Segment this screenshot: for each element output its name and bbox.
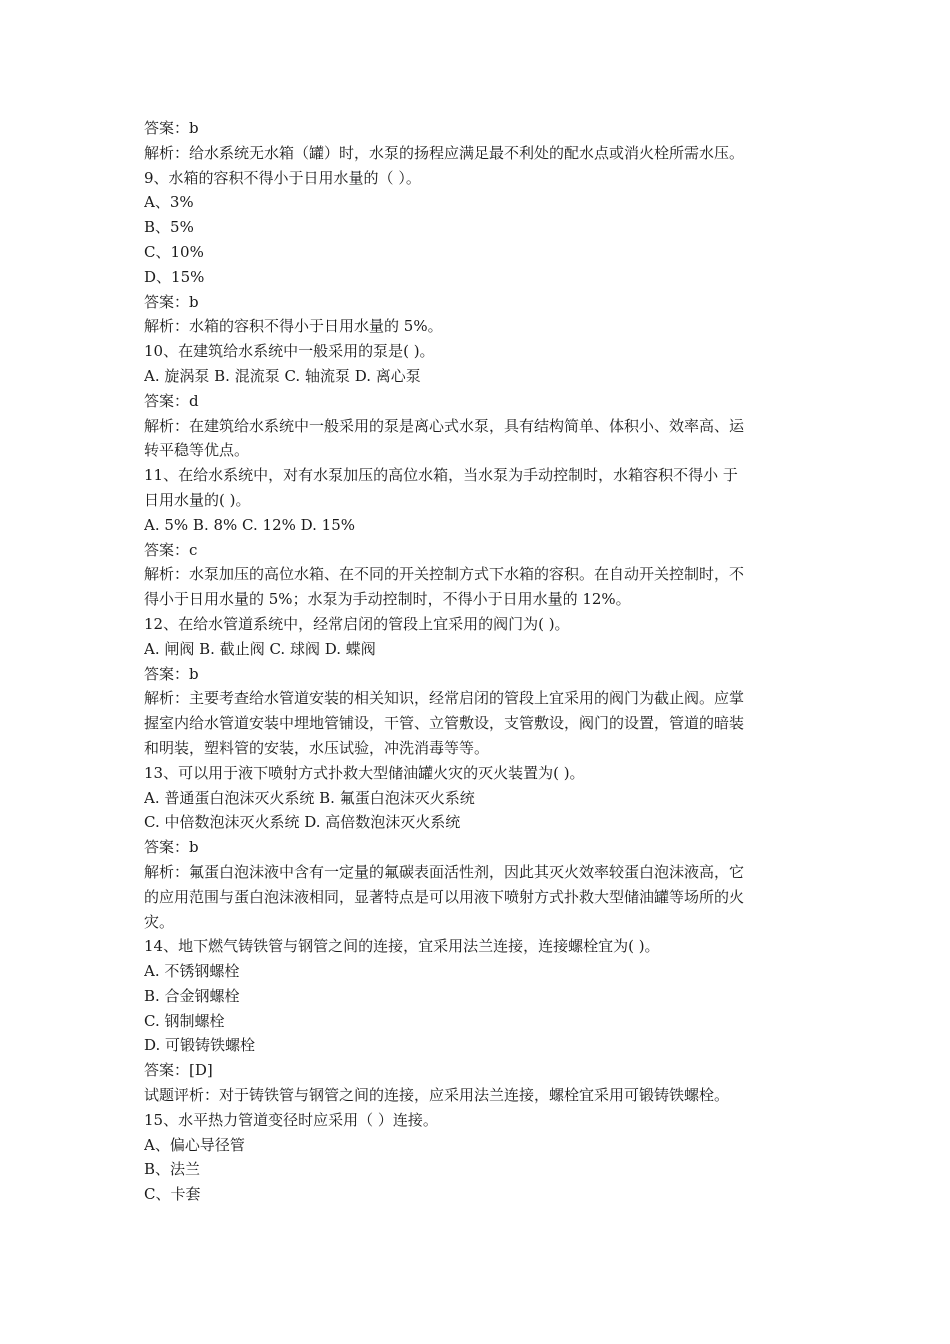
text-line: 答案：c — [144, 540, 198, 559]
text-line: 解析：水箱的容积不得小于日用水量的 5%。 — [144, 317, 443, 336]
text-line: 9、水箱的容积不得小于日用水量的（ ）。 — [144, 168, 421, 187]
text-line: A. 普通蛋白泡沫灭火系统 B. 氟蛋白泡沫灭火系统 — [144, 788, 475, 807]
text-line: B、5% — [144, 218, 194, 237]
text-line: C. 中倍数泡沫灭火系统 D. 高倍数泡沫灭火系统 — [144, 813, 461, 832]
text-line: D. 可锻铸铁螺栓 — [144, 1036, 256, 1055]
text-line: 答案：b — [144, 292, 199, 311]
text-line: 解析：水泵加压的高位水箱、在不同的开关控制方式下水箱的容积。在自动开关控制时，不 — [144, 565, 745, 584]
text-line: 解析：主要考查给水管道安装的相关知识，经常启闭的管段上宜采用的阀门为截止阀。应掌 — [144, 689, 745, 708]
text-line: A、偏心导径管 — [144, 1135, 245, 1154]
text-line: D、15% — [144, 267, 205, 286]
text-line: 答案：b — [144, 838, 199, 857]
text-line: B、法兰 — [144, 1160, 201, 1179]
text-line: 解析：在建筑给水系统中一般采用的泵是离心式水泵，具有结构简单、体积小、效率高、运 — [144, 416, 745, 435]
text-line: 答案：[D] — [144, 1061, 213, 1080]
text-line: 15、水平热力管道变径时应采用（ ）连接。 — [144, 1110, 438, 1129]
text-line: 试题评析：对于铸铁管与钢管之间的连接，应采用法兰连接，螺栓宜采用可锻铸铁螺栓。 — [144, 1086, 730, 1105]
text-line: 得小于日用水量的 5%；水泵为手动控制时，不得小于日用水量的 12%。 — [144, 590, 631, 609]
text-line: A、3% — [144, 193, 194, 212]
text-line: C、10% — [144, 242, 204, 261]
text-line: 14、地下燃气铸铁管与钢管之间的连接，宜采用法兰连接，连接螺栓宜为( )。 — [144, 937, 660, 956]
document-page — [144, 116, 812, 1207]
text-line: C、卡套 — [144, 1185, 201, 1204]
text-line: 答案：b — [144, 664, 199, 683]
text-line: A. 不锈钢螺栓 — [144, 962, 240, 981]
text-line: 转平稳等优点。 — [144, 441, 250, 460]
text-line: A. 闸阀 B. 截止阀 C. 球阀 D. 蝶阀 — [144, 639, 376, 658]
text-line: 的应用范围与蛋白泡沫液相同，显著特点是可以用液下喷射方式扑救大型储油罐等场所的火 — [144, 887, 745, 906]
text-line: 日用水量的( )。 — [144, 490, 251, 509]
text-line: A. 5% B. 8% C. 12% D. 15% — [144, 515, 356, 534]
text-line: A. 旋涡泵 B. 混流泵 C. 轴流泵 D. 离心泵 — [144, 366, 421, 385]
text-line: 13、可以用于液下喷射方式扑救大型储油罐火灾的灭火装置为( )。 — [144, 763, 585, 782]
text-line: 答案：b — [144, 119, 199, 137]
text-line: 答案：d — [144, 391, 199, 410]
text-line: 解析：氟蛋白泡沫液中含有一定量的氟碳表面活性剂，因此其灭火效率较蛋白泡沫液高，它 — [144, 862, 745, 881]
text-line: B. 合金钢螺栓 — [144, 986, 240, 1005]
text-line: 解析：给水系统无水箱（罐）时，水泵的扬程应满足最不利处的配水点或消火栓所需水压。 — [144, 143, 745, 162]
text-line: 灾。 — [144, 912, 175, 931]
text-line: 11、在给水系统中，对有水泵加压的高位水箱，当水泵为手动控制时，水箱容积不得小 于 — [144, 466, 738, 485]
text-line: 握室内给水管道安装中埋地管铺设，干管、立管敷设，支管敷设，阀门的设置，管道的暗装 — [144, 714, 745, 733]
text-line: C. 钢制螺栓 — [144, 1011, 225, 1030]
text-line: 10、在建筑给水系统中一般采用的泵是( )。 — [144, 342, 435, 361]
text-line: 和明装，塑料管的安装，水压试验，冲洗消毒等等。 — [144, 738, 490, 757]
text-line: 12、在给水管道系统中，经常启闭的管段上宜采用的阀门为( )。 — [144, 614, 570, 633]
